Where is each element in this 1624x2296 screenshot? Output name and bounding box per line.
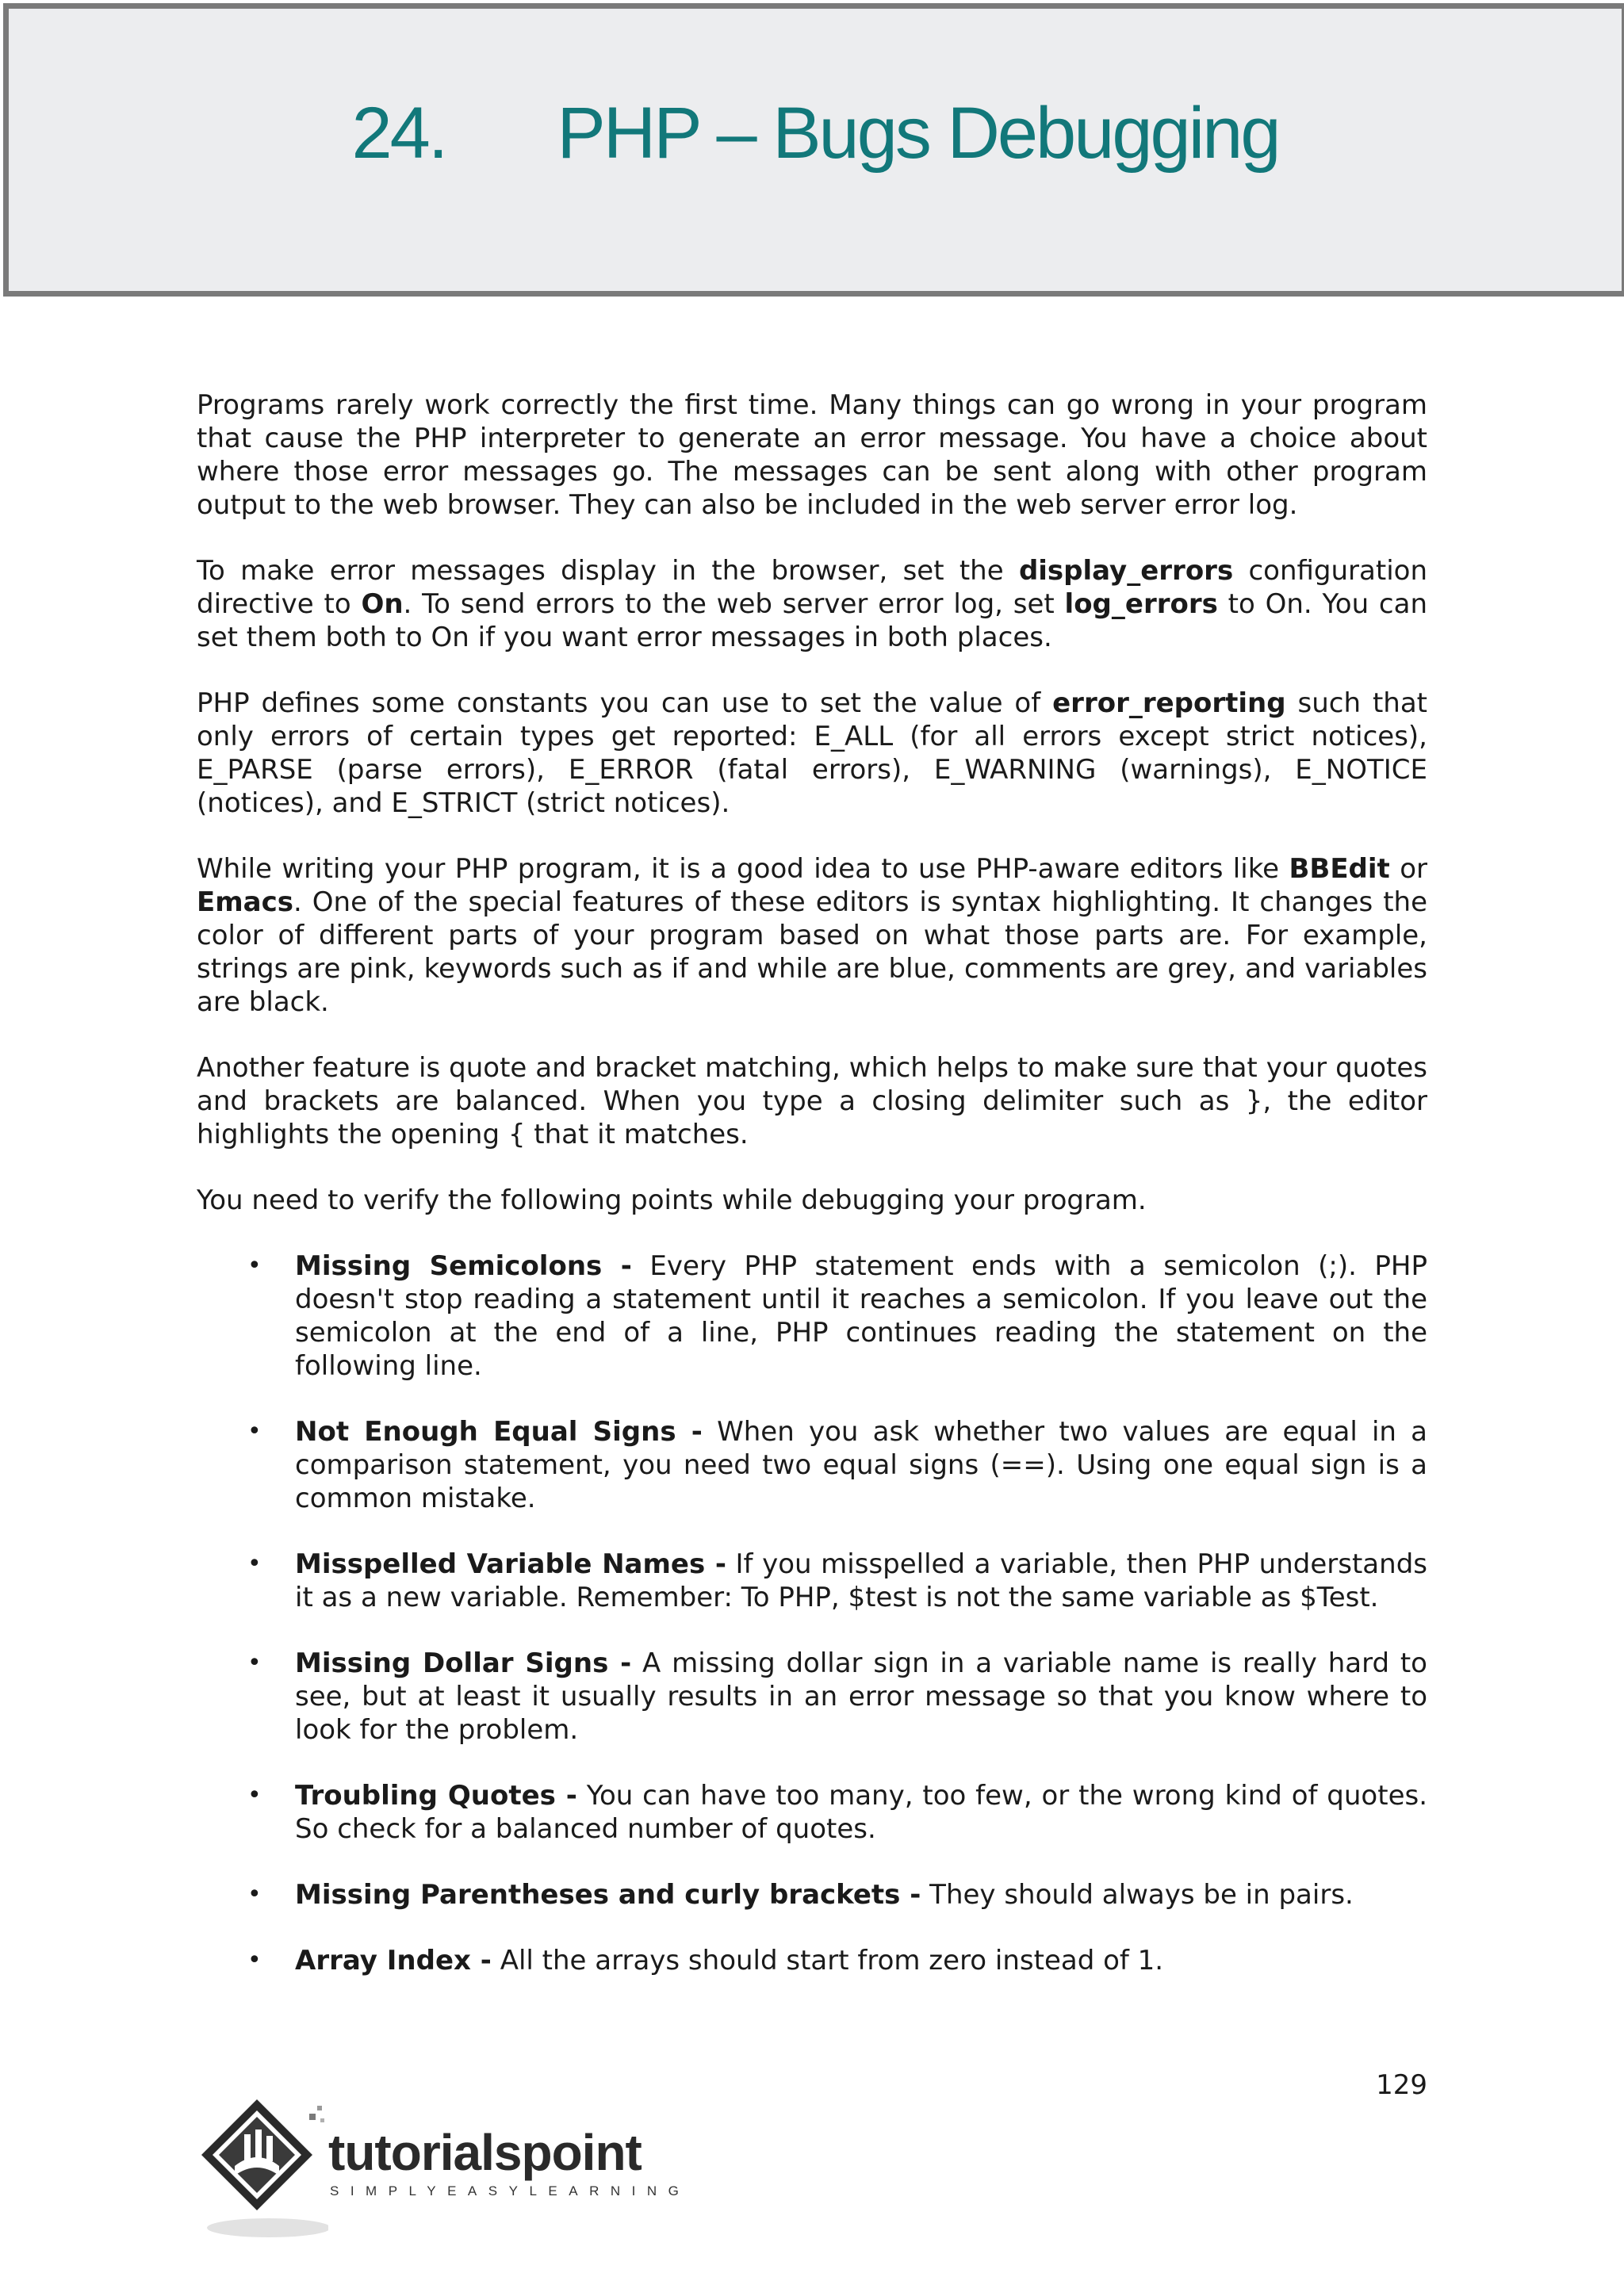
bullet-icon: •	[247, 1252, 262, 1280]
logo-word-part1: tutorials	[328, 2124, 522, 2181]
term-emacs: Emacs	[197, 886, 293, 918]
logo-tagline: SIMPLYEASYLEARNING	[330, 2183, 691, 2198]
tutorialspoint-logo	[193, 2093, 691, 2244]
text-run: While writing your PHP program, it is a good idea to use PHP-aware editors like	[197, 853, 1289, 885]
text-run: . One of the special features of these editors is syntax highlighting. It changes the color of different parts of your program based on what those parts are. For example, strings are pink, keywords such as if and while are blue, comments are grey, and variables are black.	[197, 886, 1427, 1018]
debug-points-list	[197, 1249, 1427, 1977]
list-item	[197, 1779, 1427, 1846]
term-on: On	[361, 588, 404, 620]
logo-wordmark	[328, 2123, 642, 2182]
paragraph-verify: You need to verify the following points while debugging your program.	[197, 1184, 1147, 1216]
point-term: Misspelled Variable Names -	[295, 1548, 726, 1580]
point-text: They should always be in pairs.	[921, 1879, 1354, 1911]
point-text: A missing dollar sign in a variable name is really hard to see, but at least it usually results in an error message so that you know where to look for the problem.	[295, 1647, 1427, 1746]
point-term: Missing Parentheses and curly brackets -	[295, 1879, 921, 1911]
list-item	[197, 1548, 1427, 1614]
list-item	[197, 1249, 1427, 1383]
bullet-icon: •	[247, 1781, 262, 1809]
page-content	[197, 388, 1427, 2010]
paragraph-matching: Another feature is quote and bracket matching, which helps to make sure that your quotes and brackets are balanced. When you type a closing delimiter such as }, the editor highlights the opening { that it matches.	[197, 1052, 1427, 1150]
point-term: Not Enough Equal Signs -	[295, 1416, 703, 1448]
logo-word-part2: point	[521, 2124, 642, 2181]
text-run: . To send errors to the web server error log, set	[403, 588, 1065, 620]
term-log-errors: log_errors	[1064, 588, 1218, 620]
list-item	[197, 1878, 1427, 1911]
paragraph-editors	[197, 852, 1427, 1019]
logo-emblem-icon	[193, 2093, 328, 2244]
term-error-reporting: error_reporting	[1052, 687, 1286, 719]
text-run: or	[1389, 853, 1427, 885]
bullet-icon: •	[247, 1418, 262, 1445]
text-run: to On. You can set them both to On if you want error messages in both places.	[197, 588, 1427, 653]
bullet-icon: •	[247, 1946, 262, 1974]
paragraph-display-errors	[197, 554, 1427, 654]
bullet-icon: •	[247, 1649, 262, 1677]
point-term: Missing Dollar Signs -	[295, 1647, 632, 1679]
chapter-number: 24.	[351, 93, 446, 174]
bullet-icon: •	[247, 1550, 262, 1578]
text-run: configuration directive to	[197, 555, 1428, 620]
term-display-errors: display_errors	[1018, 555, 1234, 587]
point-text: If you misspelled a variable, then PHP understands it as a new variable. Remember: To PHP, $test is not the same variable as $Test.	[295, 1548, 1427, 1613]
point-term: Array Index -	[295, 1945, 492, 1976]
chapter-title-text: PHP – Bugs Debugging	[557, 93, 1279, 174]
list-item	[197, 1944, 1427, 1977]
chapter-title	[9, 92, 1622, 175]
point-text: Every PHP statement ends with a semicolon (;). PHP doesn't stop reading a statement until it reaches a semicolon. If you leave out the semicolon at the end of a line, PHP continues reading the statement on the following line.	[295, 1250, 1427, 1382]
bullet-icon: •	[247, 1881, 262, 1908]
list-item	[197, 1647, 1427, 1747]
chapter-header	[3, 3, 1624, 297]
paragraph-error-reporting	[197, 687, 1427, 820]
point-text: All the arrays should start from zero instead of 1.	[491, 1945, 1164, 1976]
point-text: You can have too many, too few, or the wrong kind of quotes. So check for a balanced number of quotes.	[295, 1780, 1428, 1845]
page-number: 129	[1376, 2069, 1427, 2101]
point-text: When you ask whether two values are equal in a comparison statement, you need two equal signs (==). Using one equal sign is a common mistake.	[295, 1416, 1428, 1514]
point-term: Missing Semicolons -	[295, 1250, 632, 1282]
text-run: such that only errors of certain types get reported: E_ALL (for all errors except strict notices), E_PARSE (parse errors), E_ERROR (fatal errors), E_WARNING (warnings), E_NOTICE (notices), and E_STRICT (strict notices).	[197, 687, 1427, 819]
point-term: Troubling Quotes -	[295, 1780, 577, 1812]
list-item	[197, 1415, 1427, 1515]
text-run: PHP defines some constants you can use to set the value of	[197, 687, 1053, 719]
term-bbedit: BBEdit	[1289, 853, 1390, 885]
paragraph-intro: Programs rarely work correctly the first time. Many things can go wrong in your program that cause the PHP interpreter to generate an error message. You have a choice about where those error messages go. The messages can be sent along with other program output to the web browser. They can also be included in the web server error log.	[197, 389, 1427, 521]
text-run: To make error messages display in the browser, set the	[197, 555, 1019, 587]
